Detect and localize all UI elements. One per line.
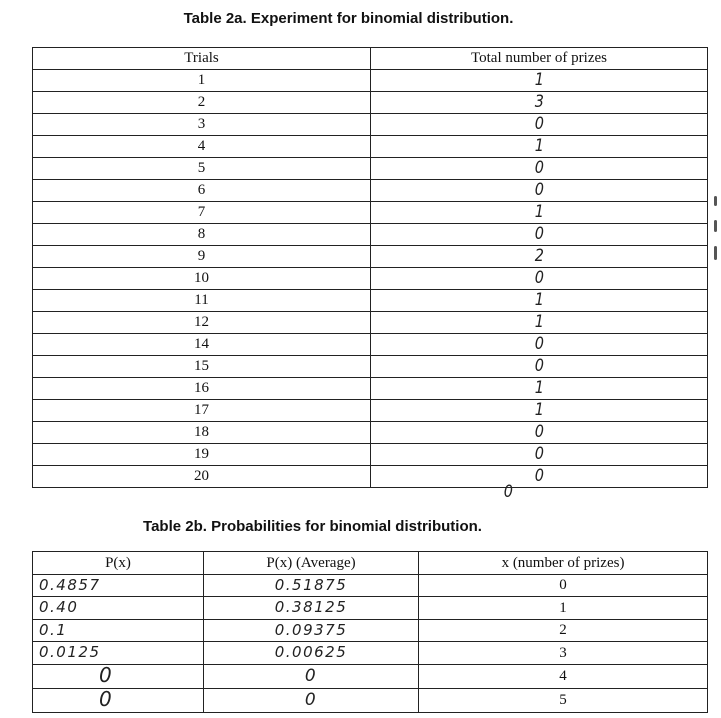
table-row bbox=[33, 201, 708, 223]
px-cell bbox=[33, 574, 204, 597]
handwritten-px-average: 0.38125 bbox=[274, 598, 348, 617]
table-row bbox=[33, 157, 708, 179]
table-2b bbox=[32, 551, 708, 713]
handwritten-prize-count: 1 bbox=[534, 377, 544, 398]
handwritten-prize-count: 0 bbox=[534, 355, 544, 376]
table-header-row bbox=[33, 48, 708, 70]
trial-number: 14 bbox=[33, 333, 371, 355]
trial-number: 16 bbox=[33, 377, 371, 399]
handwritten-prize-count: 0 bbox=[534, 179, 544, 200]
px-average-cell bbox=[204, 642, 419, 665]
handwritten-px-average: 0 bbox=[304, 689, 318, 710]
px-cell bbox=[33, 664, 204, 688]
handwritten-prize-count: 0 bbox=[534, 267, 544, 288]
handwritten-prize-count: 1 bbox=[534, 135, 544, 156]
handwritten-prize-count: 0 bbox=[534, 465, 544, 486]
handwritten-prize-count: 2 bbox=[534, 245, 544, 266]
handwritten-prize-count: 0 bbox=[534, 223, 544, 244]
handwritten-px: 0 bbox=[99, 662, 114, 687]
trial-number: 18 bbox=[33, 421, 371, 443]
prizes-cell bbox=[371, 443, 708, 465]
prizes-cell bbox=[371, 179, 708, 201]
prizes-cell bbox=[371, 157, 708, 179]
trial-number: 17 bbox=[33, 399, 371, 421]
table-row bbox=[33, 223, 708, 245]
handwritten-px: 0.40 bbox=[39, 598, 79, 617]
table-row bbox=[33, 267, 708, 289]
table-row bbox=[33, 245, 708, 267]
prizes-cell bbox=[371, 289, 708, 311]
prizes-cell bbox=[371, 465, 708, 487]
px-average-cell bbox=[204, 597, 419, 620]
x-value: 1 bbox=[419, 597, 708, 620]
handwritten-prize-count: 1 bbox=[534, 289, 544, 310]
header-trials: Trials bbox=[33, 48, 371, 70]
prizes-cell bbox=[371, 267, 708, 289]
handwritten-prize-count: 1 bbox=[534, 311, 544, 332]
table-row bbox=[33, 597, 708, 620]
x-value: 3 bbox=[419, 642, 708, 665]
table-2a-body bbox=[33, 69, 708, 487]
handwritten-px: 0.0125 bbox=[39, 643, 101, 662]
handwritten-extra-value: 0 bbox=[503, 482, 514, 502]
table-2b-body bbox=[33, 574, 708, 712]
handwritten-px: 0.4857 bbox=[39, 575, 101, 594]
handwritten-prize-count: 1 bbox=[534, 69, 544, 90]
header-px: P(x) bbox=[33, 552, 204, 575]
table-row bbox=[33, 289, 708, 311]
table-row bbox=[33, 421, 708, 443]
px-average-cell bbox=[204, 664, 419, 688]
px-cell bbox=[33, 642, 204, 665]
trial-number: 11 bbox=[33, 289, 371, 311]
trial-number: 15 bbox=[33, 355, 371, 377]
prizes-cell bbox=[371, 421, 708, 443]
header-x: x (number of prizes) bbox=[419, 552, 708, 575]
prizes-cell bbox=[371, 69, 708, 91]
prizes-cell bbox=[371, 91, 708, 113]
x-value: 0 bbox=[419, 574, 708, 597]
handwritten-prize-count: 1 bbox=[534, 201, 544, 222]
prizes-cell bbox=[371, 399, 708, 421]
handwritten-px-average: 0.51875 bbox=[274, 575, 348, 594]
table-row bbox=[33, 91, 708, 113]
trial-number: 19 bbox=[33, 443, 371, 465]
prizes-cell bbox=[371, 377, 708, 399]
px-cell bbox=[33, 688, 204, 712]
handwritten-px: 0 bbox=[99, 686, 114, 711]
table-row bbox=[33, 465, 708, 487]
table-header-row bbox=[33, 552, 708, 575]
edge-mark bbox=[714, 220, 717, 232]
handwritten-px-average: 0.09375 bbox=[274, 620, 348, 639]
table-row bbox=[33, 113, 708, 135]
handwritten-prize-count: 0 bbox=[534, 157, 544, 178]
handwritten-px-average: 0.00625 bbox=[274, 643, 348, 662]
handwritten-prize-count: 0 bbox=[534, 333, 544, 354]
trial-number: 7 bbox=[33, 201, 371, 223]
table-row bbox=[33, 688, 708, 712]
table-2b-caption: Table 2b. Probabilities for binomial distribution. bbox=[143, 518, 482, 535]
px-cell bbox=[33, 597, 204, 620]
handwritten-prize-count: 1 bbox=[534, 399, 544, 420]
trial-number: 1 bbox=[33, 69, 371, 91]
header-total-prizes: Total number of prizes bbox=[371, 48, 708, 70]
table-row bbox=[33, 311, 708, 333]
table-row bbox=[33, 179, 708, 201]
header-px-average: P(x) (Average) bbox=[204, 552, 419, 575]
px-average-cell bbox=[204, 619, 419, 642]
trial-number: 12 bbox=[33, 311, 371, 333]
table-row bbox=[33, 135, 708, 157]
trial-number: 2 bbox=[33, 91, 371, 113]
table-2a-caption: Table 2a. Experiment for binomial distribution. bbox=[183, 10, 514, 27]
table-row bbox=[33, 619, 708, 642]
table-row bbox=[33, 333, 708, 355]
edge-mark bbox=[714, 246, 717, 260]
handwritten-prize-count: 3 bbox=[534, 91, 544, 112]
handwritten-prize-count: 0 bbox=[534, 113, 544, 134]
trial-number: 9 bbox=[33, 245, 371, 267]
prizes-cell bbox=[371, 355, 708, 377]
px-average-cell bbox=[204, 574, 419, 597]
handwritten-px: 0.1 bbox=[39, 620, 68, 639]
prizes-cell bbox=[371, 113, 708, 135]
prizes-cell bbox=[371, 333, 708, 355]
trial-number: 6 bbox=[33, 179, 371, 201]
x-value: 5 bbox=[419, 688, 708, 712]
table-2a bbox=[32, 47, 708, 488]
x-value: 4 bbox=[419, 664, 708, 688]
prizes-cell bbox=[371, 201, 708, 223]
handwritten-prize-count: 0 bbox=[534, 443, 544, 464]
table-row bbox=[33, 69, 708, 91]
table-row bbox=[33, 642, 708, 665]
trial-number: 20 bbox=[33, 465, 371, 487]
handwritten-prize-count: 0 bbox=[534, 421, 544, 442]
trial-number: 3 bbox=[33, 113, 371, 135]
table-row bbox=[33, 664, 708, 688]
edge-mark bbox=[714, 196, 717, 206]
x-value: 2 bbox=[419, 619, 708, 642]
trial-number: 5 bbox=[33, 157, 371, 179]
prizes-cell bbox=[371, 135, 708, 157]
px-cell bbox=[33, 619, 204, 642]
trial-number: 4 bbox=[33, 135, 371, 157]
table-row bbox=[33, 355, 708, 377]
trial-number: 10 bbox=[33, 267, 371, 289]
table-row bbox=[33, 377, 708, 399]
prizes-cell bbox=[371, 311, 708, 333]
prizes-cell bbox=[371, 245, 708, 267]
table-row bbox=[33, 574, 708, 597]
table-row bbox=[33, 443, 708, 465]
px-average-cell bbox=[204, 688, 419, 712]
handwritten-px-average: 0 bbox=[304, 665, 318, 686]
trial-number: 8 bbox=[33, 223, 371, 245]
table-row bbox=[33, 399, 708, 421]
prizes-cell bbox=[371, 223, 708, 245]
